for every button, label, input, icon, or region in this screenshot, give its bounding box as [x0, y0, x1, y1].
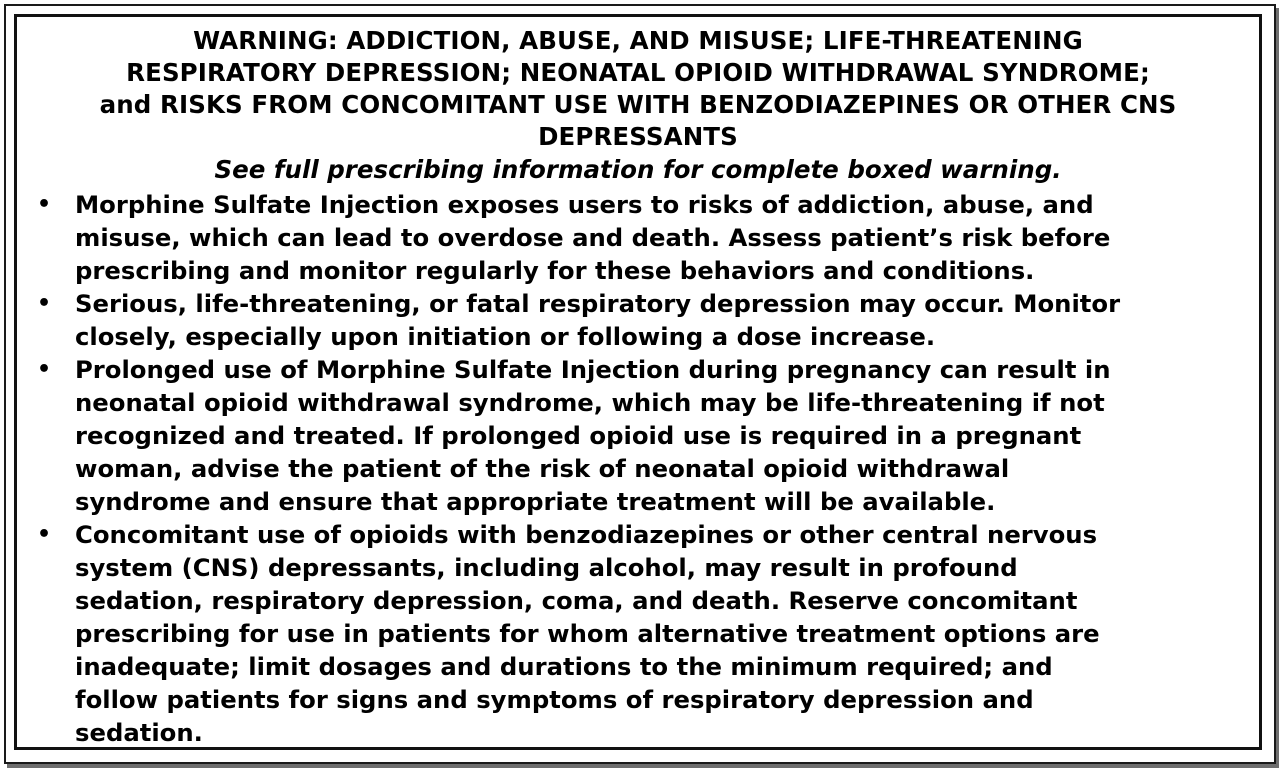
- warning-title-line: DEPRESSANTS: [538, 122, 738, 151]
- boxed-warning-frame: [4, 4, 1276, 764]
- warning-bullet-list: [35, 188, 1241, 749]
- bullet-text-line: misuse, which can lead to overdose and death. Assess patient’s risk before: [75, 223, 1111, 252]
- warning-subtitle: See full prescribing information for complete boxed warning.: [214, 155, 1062, 184]
- warning-bullet-item: [35, 518, 1241, 749]
- bullet-text-line: recognized and treated. If prolonged opioid use is required in a pregnant: [75, 421, 1082, 450]
- bullet-text-line: sedation, respiratory depression, coma, and death. Reserve concomitant: [75, 586, 1078, 615]
- warning-title-line: WARNING: ADDICTION, ABUSE, AND MISUSE; LIFE-THREATENING: [193, 26, 1083, 55]
- bullet-text-line: system (CNS) depressants, including alcohol, may result in profound: [75, 553, 1018, 582]
- bullet-text-line: prescribing and monitor regularly for these behaviors and conditions.: [75, 256, 1035, 285]
- bullet-icon: •: [37, 357, 52, 382]
- boxed-warning-content: [14, 14, 1262, 750]
- bullet-text-line: Morphine Sulfate Injection exposes users to risks of addiction, abuse, and: [75, 190, 1094, 219]
- bullet-icon: •: [37, 291, 52, 316]
- warning-title-line: and RISKS FROM CONCOMITANT USE WITH BENZODIAZEPINES OR OTHER CNS: [99, 90, 1177, 119]
- bullet-text-line: neonatal opioid withdrawal syndrome, which may be life-threatening if not: [75, 388, 1105, 417]
- bullet-text-line: syndrome and ensure that appropriate treatment will be available.: [75, 487, 996, 516]
- bullet-text-line: Concomitant use of opioids with benzodiazepines or other central nervous: [75, 520, 1098, 549]
- warning-bullet-item: [35, 287, 1241, 353]
- bullet-text-line: closely, especially upon initiation or following a dose increase.: [75, 322, 936, 351]
- bullet-icon: •: [37, 522, 52, 547]
- warning-title: [35, 25, 1241, 153]
- bullet-text-line: woman, advise the patient of the risk of neonatal opioid withdrawal: [75, 454, 1010, 483]
- bullet-text-line: follow patients for signs and symptoms of respiratory depression and: [75, 685, 1034, 714]
- warning-title-line: RESPIRATORY DEPRESSION; NEONATAL OPIOID WITHDRAWAL SYNDROME;: [126, 58, 1150, 87]
- bullet-icon: •: [37, 192, 52, 217]
- bullet-text-line: Serious, life-threatening, or fatal respiratory depression may occur. Monitor: [75, 289, 1121, 318]
- bullet-text-line: prescribing for use in patients for whom alternative treatment options are: [75, 619, 1100, 648]
- bullet-text-line: inadequate; limit dosages and durations to the minimum required; and: [75, 652, 1053, 681]
- bullet-text-line: Prolonged use of Morphine Sulfate Injection during pregnancy can result in: [75, 355, 1111, 384]
- warning-bullet-item: [35, 353, 1241, 518]
- bullet-text-line: sedation.: [75, 718, 203, 747]
- warning-bullet-item: [35, 188, 1241, 287]
